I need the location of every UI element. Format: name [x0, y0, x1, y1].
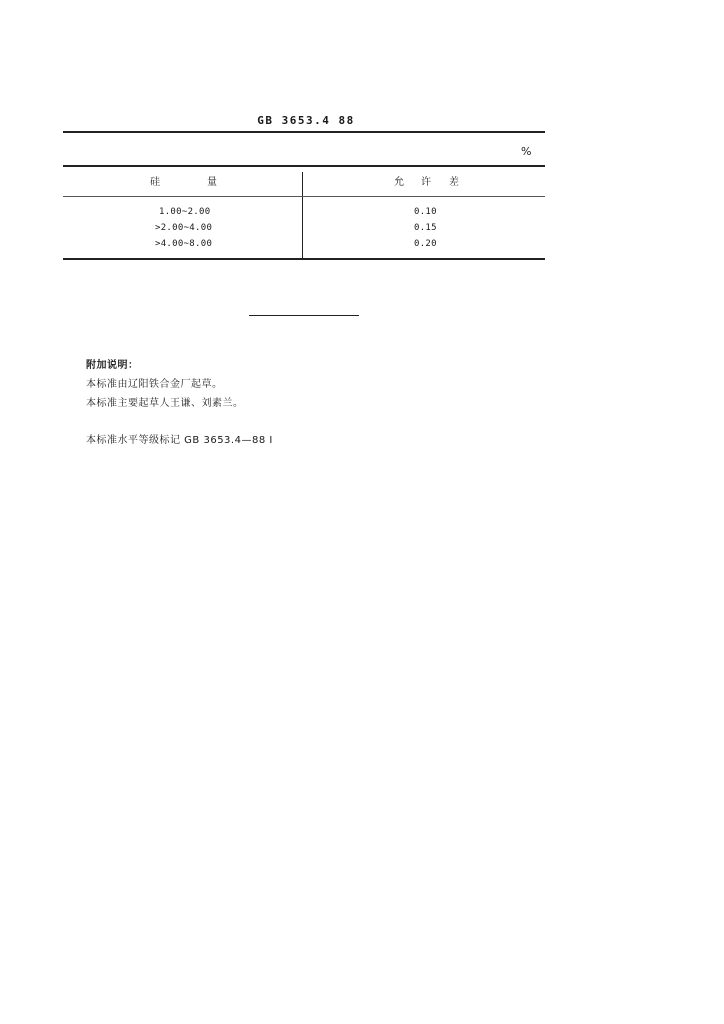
silicon-range-cell: 1.00~2.00	[159, 207, 211, 217]
standard-code-header: GB 3653.4 88	[257, 114, 355, 127]
end-separator-rule	[249, 315, 359, 316]
standard-grade-mark: 本标准水平等级标记 GB 3653.4—88 I	[86, 435, 273, 446]
table-bottom-rule	[63, 258, 545, 260]
column-header-tolerance-3: 差	[449, 177, 459, 188]
notes-title: 附加说明：	[86, 360, 139, 371]
notes-line-drafting-unit: 本标准由辽阳铁合金厂起草。	[86, 379, 223, 390]
tolerance-cell: 0.20	[414, 239, 437, 249]
silicon-range-cell: >4.00~8.00	[155, 239, 213, 249]
top-rule	[63, 131, 545, 133]
tolerance-cell: 0.15	[414, 223, 437, 233]
tolerance-cell: 0.10	[414, 207, 437, 217]
silicon-range-cell: >2.00~4.00	[155, 223, 213, 233]
column-header-tolerance-1: 允	[394, 177, 404, 188]
column-header-tolerance-2: 许	[421, 177, 431, 188]
column-divider	[302, 172, 303, 258]
table-top-rule	[63, 165, 545, 167]
unit-label: %	[521, 145, 532, 158]
column-header-silicon-2: 量	[207, 177, 217, 188]
header-bottom-rule	[63, 196, 545, 197]
column-header-silicon-1: 硅	[150, 177, 160, 188]
notes-line-drafters: 本标准主要起草人王谦、刘素兰。	[86, 398, 244, 409]
